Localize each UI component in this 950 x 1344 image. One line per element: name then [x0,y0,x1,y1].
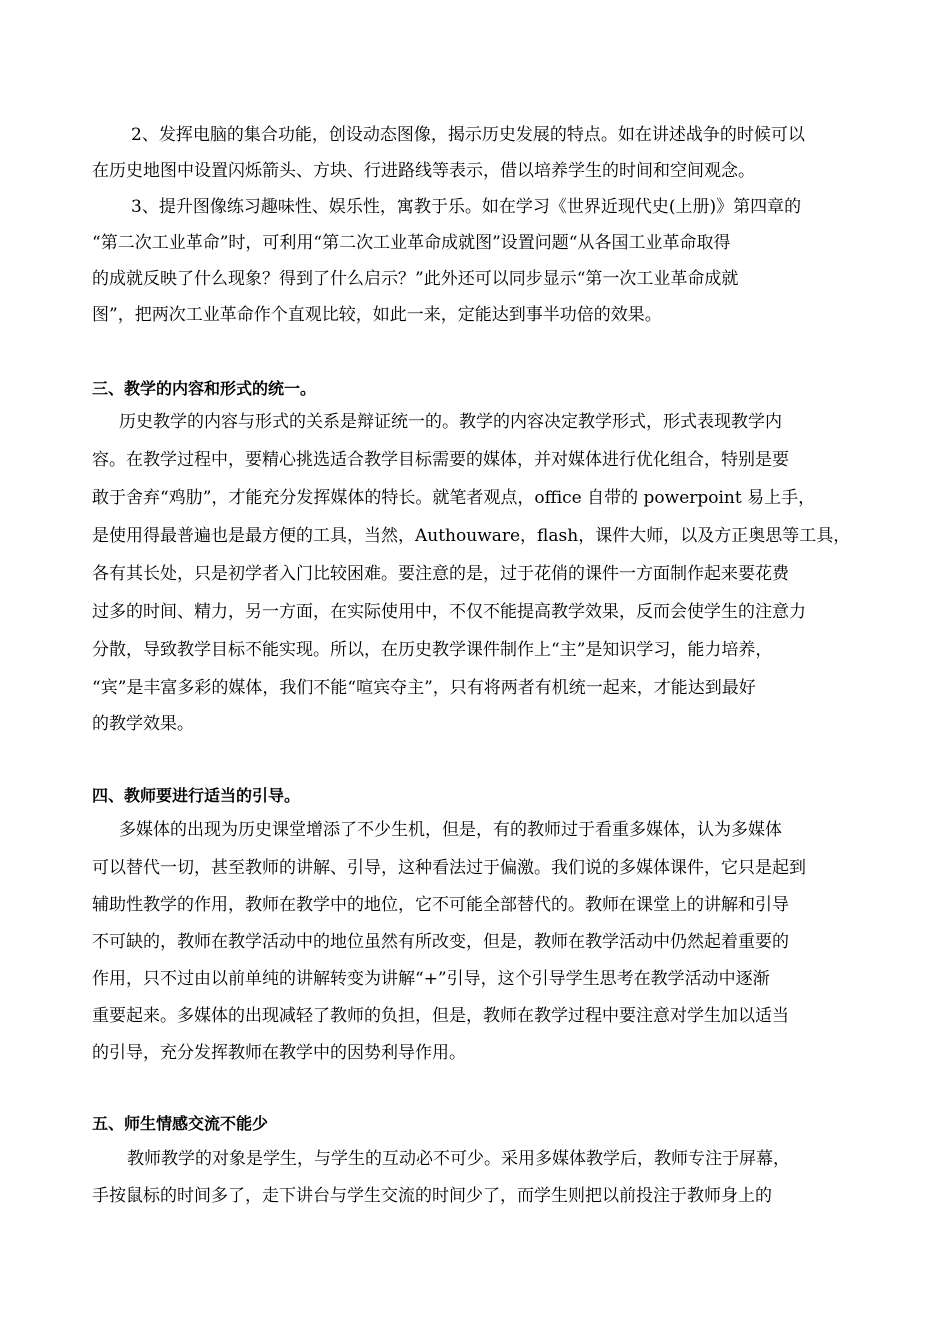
item3-line-4: 图”，把两次工业革命作个直观比较，如此一来，定能达到事半功倍的效果。 [92,305,662,325]
section3-line-2: 容。在教学过程中，要精心挑选适合教学目标需要的媒体，并对媒体进行优化组合，特别是要 [92,450,789,470]
item3-line-3: 的成就反映了什么现象？得到了什么启示？”此外还可以同步显示“第一次工业革命成就 [92,269,739,289]
section3-line-8: “宾”是丰富多彩的媒体，我们不能“喧宾夺主”，只有将两者有机统一起来，才能达到最好 [92,678,756,698]
item3-line-1: 3、提升图像练习趣味性、娱乐性，寓教于乐。如在学习《世界近现代史(上册)》第四章的 [131,197,802,217]
section4-line-2: 可以替代一切，甚至教师的讲解、引导，这种看法过于偏激。我们说的多媒体课件，它只是起到 [92,858,806,878]
section3-heading: 三、教学的内容和形式的统一。 [92,379,317,398]
section3-line-6: 过多的时间、精力，另一方面，在实际使用中，不仅不能提高教学效果，反而会使学生的注意力 [92,602,806,622]
section4-line-3: 辅助性教学的作用，教师在教学中的地位，它不可能全部替代的。教师在课堂上的讲解和引导 [92,895,789,915]
section5-line-1: 教师教学的对象是学生，与学生的互动必不可少。采用多媒体教学后，教师专注于屏幕， [127,1149,790,1169]
section3-line-4: 是使用得最普遍也是最方便的工具，当然，Authouware，flash，课件大师，以及方正奥思等工具， [92,526,851,546]
item3-line-2: “第二次工业革命”时，可利用“第二次工业革命成就图”设置问题“从各国工业革命取得 [92,233,731,253]
section4-line-7: 的引导，充分发挥教师在教学中的因势利导作用。 [92,1043,466,1063]
section4-line-6: 重要起来。多媒体的出现减轻了教师的负担，但是，教师在教学过程中要注意对学生加以适当 [92,1006,789,1026]
section5-line-2: 手按鼠标的时间多了，走下讲台与学生交流的时间少了，而学生则把以前投注于教师身上的 [92,1186,772,1206]
section3-line-5: 各有其长处，只是初学者入门比较困难。要注意的是，过于花俏的课件一方面制作起来要花费 [92,564,789,584]
item2-line-2: 在历史地图中设置闪烁箭头、方块、行进路线等表示，借以培养学生的时间和空间观念。 [92,161,755,181]
section3-line-7: 分散，导致教学目标不能实现。所以，在历史教学课件制作上“主”是知识学习，能力培养， [92,640,773,660]
section4-heading: 四、教师要进行适当的引导。 [92,786,301,805]
section4-line-5: 作用，只不过由以前单纯的讲解转变为讲解“+”引导，这个引导学生思考在教学活动中逐渐 [92,969,770,989]
section4-line-1: 多媒体的出现为历史课堂增添了不少生机，但是，有的教师过于看重多媒体，认为多媒体 [119,820,782,840]
section3-line-9: 的教学效果。 [92,714,194,734]
section5-heading: 五、师生情感交流不能少 [92,1114,269,1133]
section3-line-1: 历史教学的内容与形式的关系是辩证统一的。教学的内容决定教学形式，形式表现教学内 [119,412,782,432]
item2-line-1: 2、发挥电脑的集合功能，创设动态图像，揭示历史发展的特点。如在讲述战争的时候可以 [131,125,805,145]
section3-line-3: 敢于舍弃“鸡肋”，才能充分发挥媒体的特长。就笔者观点，office 自带的 powerpoint 易上手， [92,488,816,508]
section4-line-4: 不可缺的，教师在教学活动中的地位虽然有所改变，但是，教师在教学活动中仍然起着重要的 [92,932,789,952]
